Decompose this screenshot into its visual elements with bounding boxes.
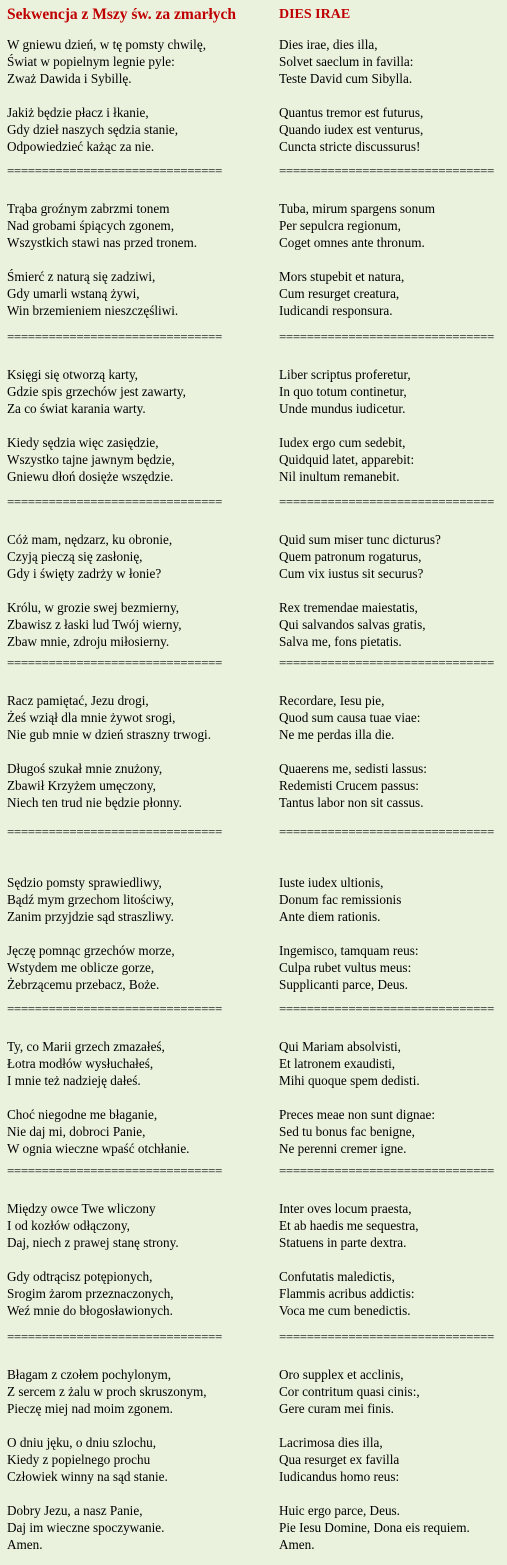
verse-line: Gdy umarli wstaną żywi, — [7, 286, 140, 301]
verse-line: Żeś wziął dla mnie żywot srogi, — [7, 710, 176, 725]
verse-line: Culpa rubet vultus meus: — [279, 960, 412, 975]
verse-line: Amen. — [7, 1537, 43, 1552]
verse-line: Gdy dzieł naszych sędzia stanie, — [7, 122, 179, 137]
verse-line: Confutatis maledictis, — [279, 1269, 395, 1284]
verse-line: Quidquid latet, apparebit: — [279, 452, 415, 467]
verse-line: Lacrimosa dies illa, — [279, 1435, 383, 1450]
verse-line: Długoś szukał mnie znużony, — [7, 761, 163, 776]
verse-line: Tantus labor non sit cassus. — [279, 795, 424, 810]
verse-line: Dies irae, dies illa, — [279, 37, 378, 52]
verse-line: Win brzemieniem nieszczęśliwi. — [7, 303, 179, 318]
verse-line: Choć niegodne me błaganie, — [7, 1107, 158, 1122]
verse-line: Quando iudex est venturus, — [279, 122, 424, 137]
verse-line: Ingemisco, tamquam reus: — [279, 943, 419, 958]
latin-title: DIES IRAE — [279, 7, 351, 22]
verse-line: Quantus tremor est futurus, — [279, 105, 424, 120]
verse-line: Pieczę miej nad moim zgonem. — [7, 1401, 173, 1416]
verse-line: Cóż mam, nędzarz, ku obronie, — [7, 532, 173, 547]
stanza-separator: =============================== — [7, 824, 222, 839]
verse-line: Cuncta stricte discussurus! — [279, 139, 421, 154]
verse-line: W ognia wieczne wpaść otchłanie. — [7, 1141, 190, 1156]
verse-line: Ne perenni cremer igne. — [279, 1141, 407, 1156]
verse-line: O dniu jęku, o dniu szlochu, — [7, 1435, 157, 1450]
stanza-separator: =============================== — [279, 494, 494, 509]
verse-line: Ty, co Marii grzech zmazałeś, — [7, 1039, 165, 1054]
verse-line: Wszystkich stawi nas przed tronem. — [7, 235, 198, 250]
verse-line: Ne me perdas illa die. — [279, 727, 395, 742]
verse-line: Weź mnie do błogosławionych. — [7, 1303, 173, 1318]
verse-line: Iudex ergo cum sedebit, — [279, 435, 406, 450]
verse-line: Zbawisz z łaski lud Twój wierny, — [7, 617, 182, 632]
stanza-separator: =============================== — [7, 1163, 222, 1178]
stanza-separator: =============================== — [279, 163, 494, 178]
verse-line: Wstydem me oblicze gorze, — [7, 960, 155, 975]
verse-line: Nie gub mnie w dzień straszny trwogi. — [7, 727, 211, 742]
stanza-separator: =============================== — [7, 494, 222, 509]
verse-line: Daj im wieczne spoczywanie. — [7, 1520, 165, 1535]
verse-line: Liber scriptus proferetur, — [279, 367, 411, 382]
verse-line: Huic ergo parce, Deus. — [279, 1503, 400, 1518]
verse-line: I od kozłów odłączony, — [7, 1218, 130, 1233]
verse-line: Iuste iudex ultionis, — [279, 875, 384, 890]
verse-line: Gdy odtrącisz potępionych, — [7, 1269, 153, 1284]
verse-line: Kiedy z popielnego prochu — [7, 1452, 151, 1467]
verse-line: Zważ Dawida i Sybillę. — [7, 71, 132, 86]
verse-line: Cum vix iustus sit securus? — [279, 566, 424, 581]
verse-line: Gdy i święty zadrży w łonie? — [7, 566, 162, 581]
verse-line: Et latronem exaudisti, — [279, 1056, 396, 1071]
verse-line: Solvet saeclum in favilla: — [279, 54, 414, 69]
verse-line: Quod sum causa tuae viae: — [279, 710, 421, 725]
verse-line: Kiedy sędzia więc zasiędzie, — [7, 435, 159, 450]
verse-line: Zanim przyjdzie sąd straszliwy. — [7, 909, 174, 924]
verse-line: W gniewu dzień, w tę pomsty chwilę, — [7, 37, 206, 52]
verse-line: Za co świat karania warty. — [7, 401, 146, 416]
verse-line: Amen. — [279, 1537, 315, 1552]
stanza-separator: =============================== — [7, 329, 222, 344]
verse-line: Mors stupebit et natura, — [279, 269, 405, 284]
verse-line: Trąba groźnym zabrzmi tonem — [7, 201, 170, 216]
verse-line: Sed tu bonus fac benigne, — [279, 1124, 415, 1139]
verse-line: Coget omnes ante thronum. — [279, 235, 425, 250]
verse-line: Preces meae non sunt dignae: — [279, 1107, 436, 1122]
verse-line: Iudicandi responsura. — [279, 303, 393, 318]
verse-line: Qua resurget ex favilla — [279, 1452, 400, 1467]
verse-line: Zbaw mnie, zdroju miłosierny. — [7, 634, 170, 649]
verse-line: Dobry Jezu, a nasz Panie, — [7, 1503, 143, 1518]
verse-line: Tuba, mirum spargens sonum — [279, 201, 436, 216]
verse-line: Między owce Twe wliczony — [7, 1201, 156, 1216]
verse-line: Quem patronum rogaturus, — [279, 549, 422, 564]
verse-line: Błagam z czołem pochylonym, — [7, 1367, 172, 1382]
verse-line: Pie Iesu Domine, Dona eis requiem. — [279, 1520, 470, 1535]
verse-line: I mnie też nadzieję dałeś. — [7, 1073, 141, 1088]
verse-line: Niech ten trud nie będzie płonny. — [7, 795, 182, 810]
verse-line: In quo totum continetur, — [279, 384, 407, 399]
verse-line: Teste David cum Sibylla. — [279, 71, 413, 86]
verse-line: Inter oves locum praesta, — [279, 1201, 412, 1216]
verse-line: Voca me cum benedictis. — [279, 1303, 411, 1318]
stanza-separator: =============================== — [279, 1001, 494, 1016]
verse-line: Człowiek winny na sąd stanie. — [7, 1469, 168, 1484]
verse-line: Recordare, Iesu pie, — [279, 693, 385, 708]
verse-line: Statuens in parte dextra. — [279, 1235, 407, 1250]
verse-line: Rex tremendae maiestatis, — [279, 600, 418, 615]
verse-line: Supplicanti parce, Deus. — [279, 977, 408, 992]
verse-line: Nil inultum remanebit. — [279, 469, 400, 484]
verse-line: Łotra modłów wysłuchałeś, — [7, 1056, 154, 1071]
verse-line: Daj, niech z prawej stanę strony. — [7, 1235, 179, 1250]
verse-line: Iudicandus homo reus: — [279, 1469, 400, 1484]
verse-line: Redemisti Crucem passus: — [279, 778, 419, 793]
stanza-separator: =============================== — [7, 1001, 222, 1016]
verse-line: Per sepulcra regionum, — [279, 218, 401, 233]
verse-line: Cum resurget creatura, — [279, 286, 400, 301]
verse-line: Odpowiedzieć każąc za nie. — [7, 139, 155, 154]
verse-line: Quid sum miser tunc dicturus? — [279, 532, 441, 547]
verse-line: Wszystko tajne jawnym będzie, — [7, 452, 175, 467]
stanza-separator: =============================== — [279, 1163, 494, 1178]
verse-line: Nad grobami śpiących zgonem, — [7, 218, 174, 233]
verse-line: Sędzio pomsty sprawiedliwy, — [7, 875, 162, 890]
verse-line: Księgi się otworzą karty, — [7, 367, 138, 382]
verse-line: Quaerens me, sedisti lassus: — [279, 761, 427, 776]
verse-line: Ante diem rationis. — [279, 909, 381, 924]
verse-line: Gere curam mei finis. — [279, 1401, 394, 1416]
verse-line: Unde mundus iudicetur. — [279, 401, 406, 416]
stanza-separator: =============================== — [279, 655, 494, 670]
stanza-separator: =============================== — [279, 1329, 494, 1344]
verse-line: Et ab haedis me sequestra, — [279, 1218, 419, 1233]
verse-line: Bądź mym grzechom litościwy, — [7, 892, 174, 907]
stanza-separator: =============================== — [7, 1329, 222, 1344]
verse-line: Cor contritum quasi cinis:, — [279, 1384, 420, 1399]
verse-line: Mihi quoque spem dedisti. — [279, 1073, 420, 1088]
polish-title: Sekwencja z Mszy św. za zmarłych — [7, 6, 237, 23]
verse-line: Srogim żarom przeznaczonych, — [7, 1286, 174, 1301]
verse-line: Z sercem z żalu w proch skruszonym, — [7, 1384, 207, 1399]
verse-line: Królu, w grozie swej bezmierny, — [7, 600, 179, 615]
stanza-separator: =============================== — [7, 163, 222, 178]
verse-line: Śmierć z naturą się zadziwi, — [7, 269, 156, 284]
verse-line: Salva me, fons pietatis. — [279, 634, 402, 649]
verse-line: Qui Mariam absolvisti, — [279, 1039, 401, 1054]
verse-line: Gdzie spis grzechów jest zawarty, — [7, 384, 186, 399]
verse-line: Qui salvandos salvas gratis, — [279, 617, 426, 632]
verse-line: Oro supplex et acclinis, — [279, 1367, 404, 1382]
verse-line: Nie daj mi, dobroci Panie, — [7, 1124, 146, 1139]
verse-line: Czyją pieczą się zasłonię, — [7, 549, 143, 564]
verse-line: Gniewu dłoń dosięże wszędzie. — [7, 469, 174, 484]
verse-line: Flammis acribus addictis: — [279, 1286, 415, 1301]
verse-line: Żebrzącemu przebacz, Boże. — [7, 977, 160, 992]
verse-line: Racz pamiętać, Jezu drogi, — [7, 693, 149, 708]
verse-line: Jęczę pomnąc grzechów morze, — [7, 943, 175, 958]
stanza-separator: =============================== — [279, 329, 494, 344]
verse-line: Świat w popielnym legnie pyle: — [7, 54, 175, 69]
verse-line: Jakiż będzie płacz i łkanie, — [7, 105, 149, 120]
stanza-separator: =============================== — [7, 655, 222, 670]
stanza-separator: =============================== — [279, 824, 494, 839]
verse-line: Donum fac remissionis — [279, 892, 402, 907]
verse-line: Zbawił Krzyżem umęczony, — [7, 778, 156, 793]
